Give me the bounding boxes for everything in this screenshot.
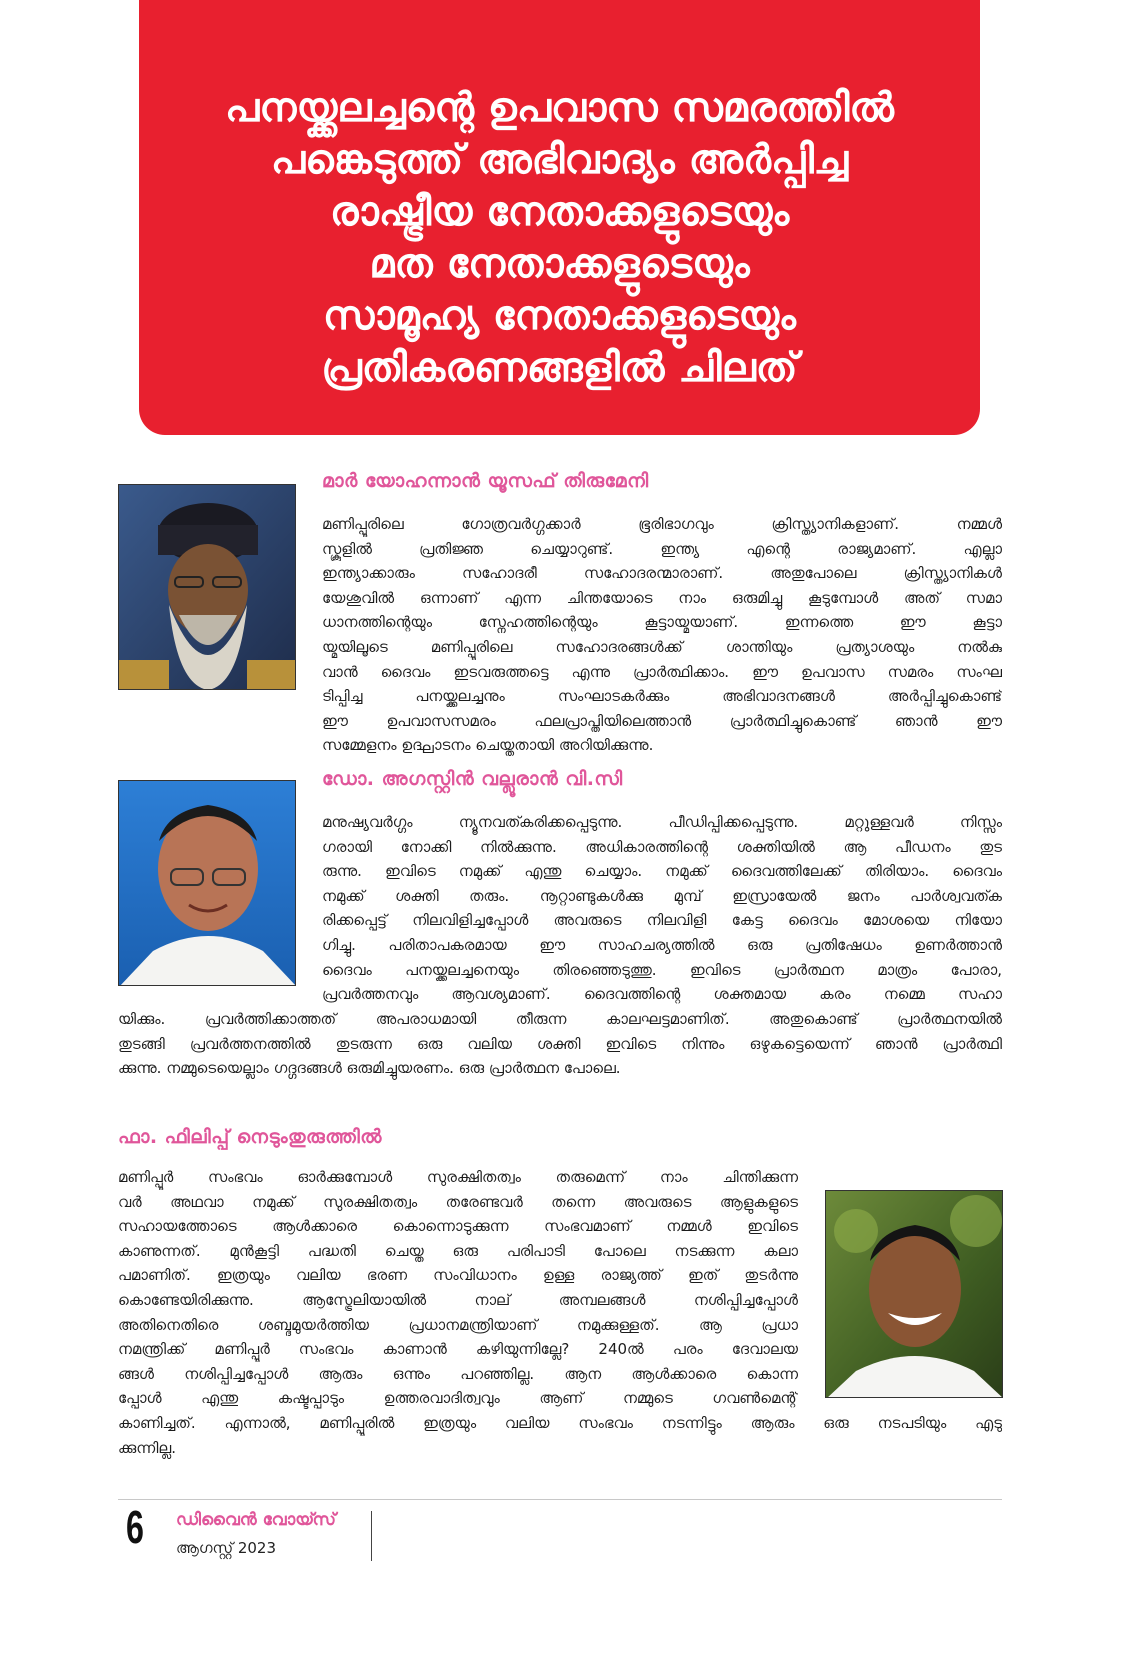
author-name: ഫാ. ഫിലിപ്പ് നെടുംതുരുത്തിൽ [118,1126,382,1148]
text-line: ക്കുന്നില്ല. [118,1438,177,1457]
text-line: ഗരായി നോക്കി നിൽക്കുന്നു. അധികാരത്തിന്റെ ശക്തിയിൽ ആ പീഡനം തുട [322,837,1002,856]
article-text [322,810,1002,1007]
headline-banner [139,0,980,435]
headline-line: രാഷ്ട്രീയ നേതാക്കളുടെയും [329,188,790,235]
headline-line: സാമൂഹ്യ നേതാക്കളുടെയും [323,292,796,339]
text-line: പമാണിത്. ഇത്രയും വലിയ ഭരണ സംവിധാനം ഉള്ള രാജ്യത്ത് ഇത് തുടർന്നു [118,1266,798,1285]
text-line: രിക്കപ്പെട്ട് നിലവിളിച്ചപ്പോൾ അവരുടെ നിലവിളി കേട്ട ദൈവം മോശയെ നിയോ [322,911,1002,930]
text-line: ഈ ഉപവാസസമരം ഫലപ്രാപ്തിയിലെത്താൻ പ്രാർത്ഥിച്ചുകൊണ്ട് ഞാൻ ഈ [322,711,1002,730]
text-line: രുന്നു. ഇവിടെ നമുക്ക് എന്തു ചെയ്യാം. നമുക്ക് ദൈവത്തിലേക്ക് തിരിയാം. ദൈവം [322,862,1002,881]
text-line: ക്കുന്നു. നമ്മുടെയെല്ലാം ഗദ്ഗദങ്ങൾ ഒരുമിച്ചുയരണം. ഒരു പ്രാർത്ഥന പോലെ. [118,1059,621,1078]
headline-line: മത നേതാക്കളുടെയും [369,240,750,287]
text-line: സഹായത്തോടെ ആൾക്കാരെ കൊന്നൊടുക്കുന്ന സംഭവമാണ് നമ്മൾ ഇവിടെ [118,1217,798,1236]
portrait-image [119,485,296,690]
footer-divider [371,1511,372,1561]
headline-line: പങ്കെടുത്ത് അഭിവാദ്യം അർപ്പിച്ച [270,136,849,183]
article-text-continued [118,1007,1002,1081]
text-line: മനുഷ്യവർഗ്ഗം ന്യൂനവത്കരിക്കപ്പെടുന്നു. പീഡിപ്പിക്കപ്പെടുന്നു. മറ്റുള്ളവർ നിസ്സം [322,813,1002,831]
text-line: കൊണ്ടേയിരിക്കുന്നു. ആസ്ട്രേലിയായിൽ നാല് അമ്പലങ്ങൾ നശിപ്പിച്ചപ്പോൾ [118,1290,798,1309]
text-line: വാൻ ദൈവം ഇടവരുത്തട്ടെ എന്നു പ്രാർത്ഥിക്കാം. ഈ ഉപവാസ സമരം സംഘ [322,662,1002,681]
text-line: വർ അഥവാ നമുക്ക് സുരക്ഷിതത്വം തരേണ്ടവർ തന്നെ അവരുടെ ആളുകളുടെ [118,1192,798,1211]
text-line: മണിപ്പൂർ സംഭവം ഓർക്കുമ്പോൾ സുരക്ഷിതത്വം തരുമെന്ന് നാം ചിന്തിക്കുന്ന [118,1168,798,1186]
headline-line: പ്രതികരണങ്ങളിൽ ചിലത് [321,344,798,391]
text-line: അതിനെതിരെ ശബ്ദമുയർത്തിയ പ്രധാനമന്ത്രിയാണ് നമുക്കുള്ളത്. ആ പ്രധാ [118,1315,798,1334]
article-text-continued [118,1411,1002,1460]
text-line: നമുക്ക് ശക്തി തരും. നൂറ്റാണ്ടുകൾക്കു മുമ്പ് ഇസ്രായേൽ ജനം പാർശ്വവത്ക [322,886,1002,905]
text-line: യേശുവിൽ ഒന്നാണ് എന്ന ചിന്തയോടെ നാം ഒരുമിച്ചു കൂടുമ്പോൾ അത് സമാ [322,588,1002,607]
text-line: തുടങ്ങി പ്രവർത്തനത്തിൽ തുടരുന്ന ഒരു വലിയ ശക്തി ഇവിടെ നിന്നും ഒഴുകട്ടെയെന്ന് ഞാൻ പ്രാർത്ഥി [118,1034,1002,1053]
text-line: നമന്ത്രിക്ക് മണിപ്പൂർ സംഭവം കാണാൻ കഴിയുന്നില്ലേ? 240ൽ പരം ദേവാലയ [118,1340,798,1359]
text-line: മണിപ്പൂരിലെ ഗോത്രവർഗ്ഗക്കാർ ഭൂരിഭാഗവും ക്രിസ്ത്യാനികളാണ്. നമ്മൾ [322,515,1002,533]
text-line: യ്മയിലൂടെ മണിപ്പൂരിലെ സഹോദരങ്ങൾക്ക് ശാന്തിയും പ്രത്യാശയും നൽകു [322,637,1002,656]
text-line: ടിപ്പിച്ച പനയ്ക്കലച്ചനും സംഘാടകർക്കും അഭിവാദനങ്ങൾ അർപ്പിച്ചുകൊണ്ട് [322,687,1002,706]
text-line: കാണിച്ചത്. എന്നാൽ, മണിപ്പൂരിൽ ഇത്രയും വലിയ സംഭവം നടന്നിട്ടും ആരും ഒരു നടപടിയും എടു [118,1414,1002,1432]
text-line: സമ്മേളനം ഉദ്ഘാടനം ചെയ്തതായി അറിയിക്കുന്നു. [322,736,654,755]
text-line: കാണുന്നത്. മുൻകൂട്ടി പദ്ധതി ചെയ്ത ഒരു പരിപാടി പോലെ നടക്കുന്ന കലാ [118,1241,798,1260]
headline-line: പനയ്ക്കലച്ചന്റെ ഉപവാസ സമരത്തിൽ [225,84,894,131]
portrait-photo-priest [118,780,296,986]
text-line: പ്രവർത്തനവും ആവശ്യമാണ്. ദൈവത്തിന്റെ ശക്തമായ കരം നമ്മെ സഹാ [322,985,1002,1004]
text-line: സ്കൂളിൽ പ്രതിജ്ഞ ചെയ്യാറുണ്ട്. ഇന്ത്യ എന്റെ രാജ്യമാണ്. എല്ലാ [322,539,1002,558]
text-line: ധാനത്തിന്റെയും സ്നേഹത്തിന്റെയും കൂട്ടായ്മയാണ്. ഇന്നത്തെ ഈ കൂട്ടാ [322,613,1002,632]
author-name: മാർ യോഹന്നാൻ യൂസഫ് തിരുമേനി [322,470,649,492]
magazine-name: ഡിവൈൻ വോയ്സ് [176,1510,336,1530]
text-line: ങ്ങൾ നശിപ്പിച്ചപ്പോൾ ആരും ഒന്നും പറഞ്ഞില്ല. ആന ആൾക്കാരെ കൊന്ന [118,1364,798,1383]
page-number: 6 [126,1501,144,1553]
portrait-image [826,1191,1003,1398]
text-line: യിക്കും. പ്രവർത്തിക്കാത്തത് അപരാധമായി തീരുന്ന കാലഘട്ടമാണിത്. അതുകൊണ്ട് പ്രാർത്ഥനയിൽ [118,1010,1002,1028]
footer-rule [118,1499,1002,1500]
portrait-photo-father [825,1190,1003,1398]
text-line: പ്പോൾ എന്തു കഷ്ടപ്പാടും ഉത്തരവാദിത്വവും ആണ് നമ്മുടെ ഗവൺമെന്റ് [118,1389,798,1408]
text-line: ഇന്ത്യാക്കാരും സഹോദരീ സഹോദരന്മാരാണ്. അതുപോലെ ക്രിസ്ത്യാനികൾ [322,564,1002,583]
article-text [322,512,1002,758]
portrait-photo-bishop [118,484,296,690]
text-line: ഗിച്ചു. പരിതാപകരമായ ഈ സാഹചര്യത്തിൽ ഒരു പ്രതിഷേധം ഉണർത്താൻ [322,935,1002,954]
text-line: ദൈവം പനയ്ക്കലച്ചനെയും തിരഞ്ഞെടുത്തു. ഇവിടെ പ്രാർത്ഥന മാത്രം പോരാ, [322,960,1002,979]
issue-date: ആഗസ്റ്റ് 2023 [176,1539,277,1557]
portrait-image [119,781,296,986]
author-name: ഡോ. അഗസ്റ്റിൻ വല്ലൂരാൻ വി.സി [322,768,623,790]
article-text [118,1165,798,1411]
